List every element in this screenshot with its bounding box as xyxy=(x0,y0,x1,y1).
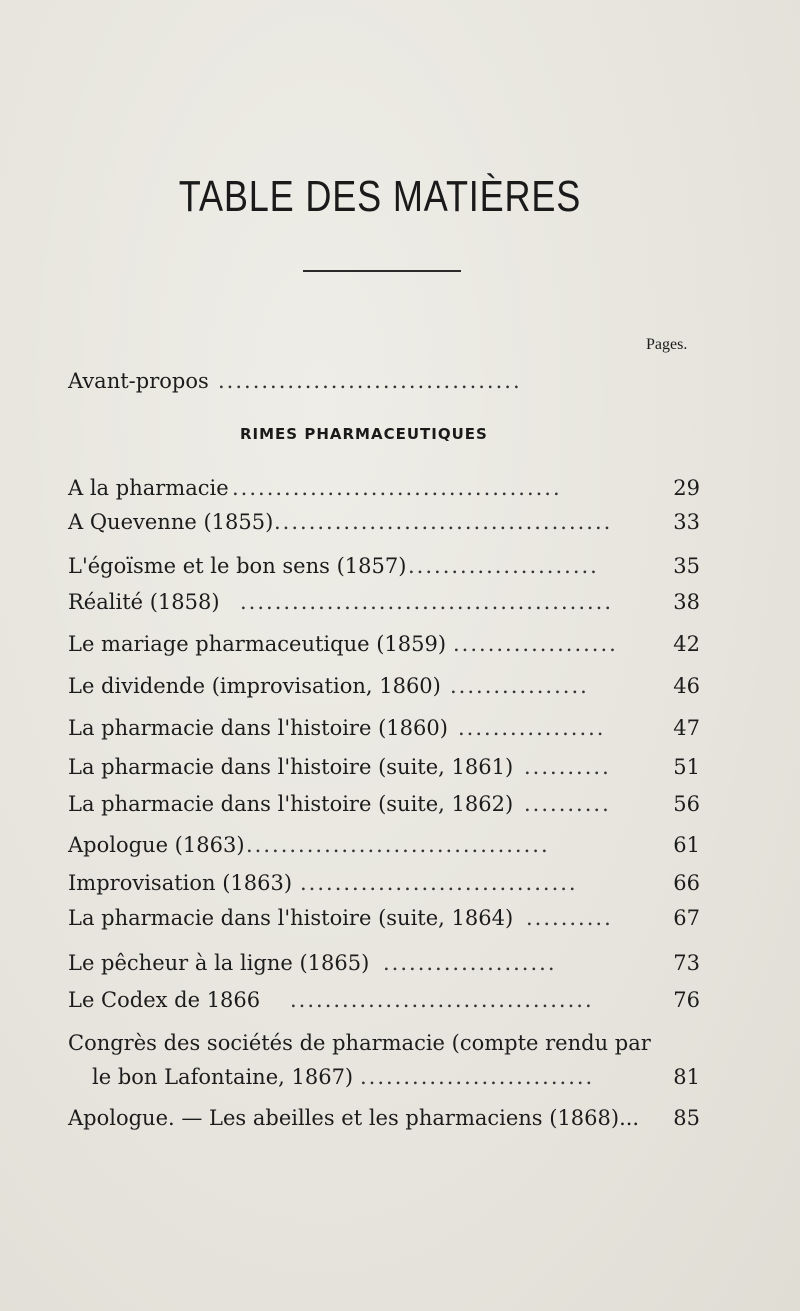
toc-entry-page: 46 xyxy=(673,674,700,698)
toc-entry-page: 47 xyxy=(673,716,700,740)
dot-leader: .......... xyxy=(526,906,613,930)
dot-leader: ................................... xyxy=(218,369,522,393)
toc-entry-title: Le mariage pharmaceutique (1859) xyxy=(68,632,447,656)
toc-entry-title: A la pharmacie xyxy=(68,476,229,500)
toc-entry-title: Réalité (1858) xyxy=(68,590,220,614)
toc-entry-title: Le Codex de 1866 xyxy=(68,988,261,1012)
toc-entry-page: 33 xyxy=(673,510,700,534)
dot-leader: .......... xyxy=(524,792,611,816)
toc-entry[interactable] xyxy=(68,551,700,581)
dot-leader: .................... xyxy=(383,951,557,975)
toc-entry-page: 38 xyxy=(673,590,700,614)
toc-entry[interactable] xyxy=(68,830,700,860)
toc-entry[interactable] xyxy=(68,507,700,537)
pages-column-header: Pages. xyxy=(646,336,688,353)
toc-entry-page: 61 xyxy=(673,833,700,857)
toc-entry-title: Improvisation (1863) xyxy=(68,871,293,895)
toc-entry-title: Le pêcheur à la ligne (1865) xyxy=(68,951,370,975)
toc-entry-congres[interactable] xyxy=(68,1026,700,1094)
dot-leader: ................... xyxy=(453,632,618,656)
toc-entry[interactable] xyxy=(68,948,700,978)
toc-entry-page: 76 xyxy=(673,988,700,1012)
toc-entry-title: La pharmacie dans l'histoire (suite, 1864) xyxy=(68,906,514,930)
dot-leader: ........................................... xyxy=(240,590,614,614)
toc-entry[interactable] xyxy=(68,713,700,743)
toc-entry[interactable] xyxy=(68,1103,700,1133)
dot-leader: ................................... xyxy=(290,988,594,1012)
toc-entry[interactable] xyxy=(68,671,700,701)
toc-entry-title: La pharmacie dans l'histoire (suite, 1862) xyxy=(68,792,514,816)
toc-entry[interactable] xyxy=(68,473,700,503)
toc-entry-page: 29 xyxy=(673,476,700,500)
toc-entry-page: 56 xyxy=(673,792,700,816)
dot-leader: .......... xyxy=(524,755,611,779)
toc-entry-title: Apologue (1863) xyxy=(68,833,245,857)
toc-entry[interactable] xyxy=(68,868,700,898)
toc-entry-title: La pharmacie dans l'histoire (suite, 1861) xyxy=(68,755,514,779)
toc-entry-preface[interactable] xyxy=(68,366,700,396)
toc-entry-line2 xyxy=(68,1060,700,1094)
dot-leader: ................................ xyxy=(300,871,578,895)
dot-leader: ................. xyxy=(458,716,606,740)
toc-entry-title: L'égoïsme et le bon sens (1857) xyxy=(68,554,407,578)
toc-entry-title: A Quevenne (1855) xyxy=(68,510,274,534)
toc-entry-page: 35 xyxy=(673,554,700,578)
toc-entry[interactable] xyxy=(68,587,700,617)
dot-leader: ...................................... xyxy=(232,476,562,500)
toc-entry-page: 67 xyxy=(673,906,700,930)
toc-entry-title: Apologue. — Les abeilles et les pharmaciens (1868)... xyxy=(68,1106,640,1130)
toc-entry-title: Avant-propos xyxy=(68,369,209,393)
dot-leader: ...................... xyxy=(408,554,599,578)
dot-leader: ................................... xyxy=(246,833,550,857)
toc-entry[interactable] xyxy=(68,752,700,782)
toc-entry-page: 81 xyxy=(673,1065,700,1089)
toc-entry-page: 66 xyxy=(673,871,700,895)
toc-entry-title-line2: le bon Lafontaine, 1867) xyxy=(92,1065,354,1089)
toc-entry[interactable] xyxy=(68,629,700,659)
page-title: TABLE DES MATIÈRES xyxy=(178,172,582,221)
toc-entry[interactable] xyxy=(68,903,700,933)
toc-entry-title: La pharmacie dans l'histoire (1860) xyxy=(68,716,448,740)
toc-entry-page: 42 xyxy=(673,632,700,656)
toc-entry[interactable] xyxy=(68,985,700,1015)
toc-entry-page: 73 xyxy=(673,951,700,975)
section-heading: RIMES PHARMACEUTIQUES xyxy=(240,425,488,443)
dot-leader: ................ xyxy=(450,674,589,698)
toc-entry[interactable] xyxy=(68,789,700,819)
toc-entry-page: 85 xyxy=(673,1106,700,1130)
title-rule-divider xyxy=(303,270,461,272)
dot-leader: ....................................... xyxy=(274,510,613,534)
dot-leader: ........................... xyxy=(360,1065,595,1089)
toc-entry-title-line1: Congrès des sociétés de pharmacie (compte rendu par xyxy=(68,1031,651,1055)
toc-entry-page: 51 xyxy=(673,755,700,779)
toc-entry-title: Le dividende (improvisation, 1860) xyxy=(68,674,441,698)
